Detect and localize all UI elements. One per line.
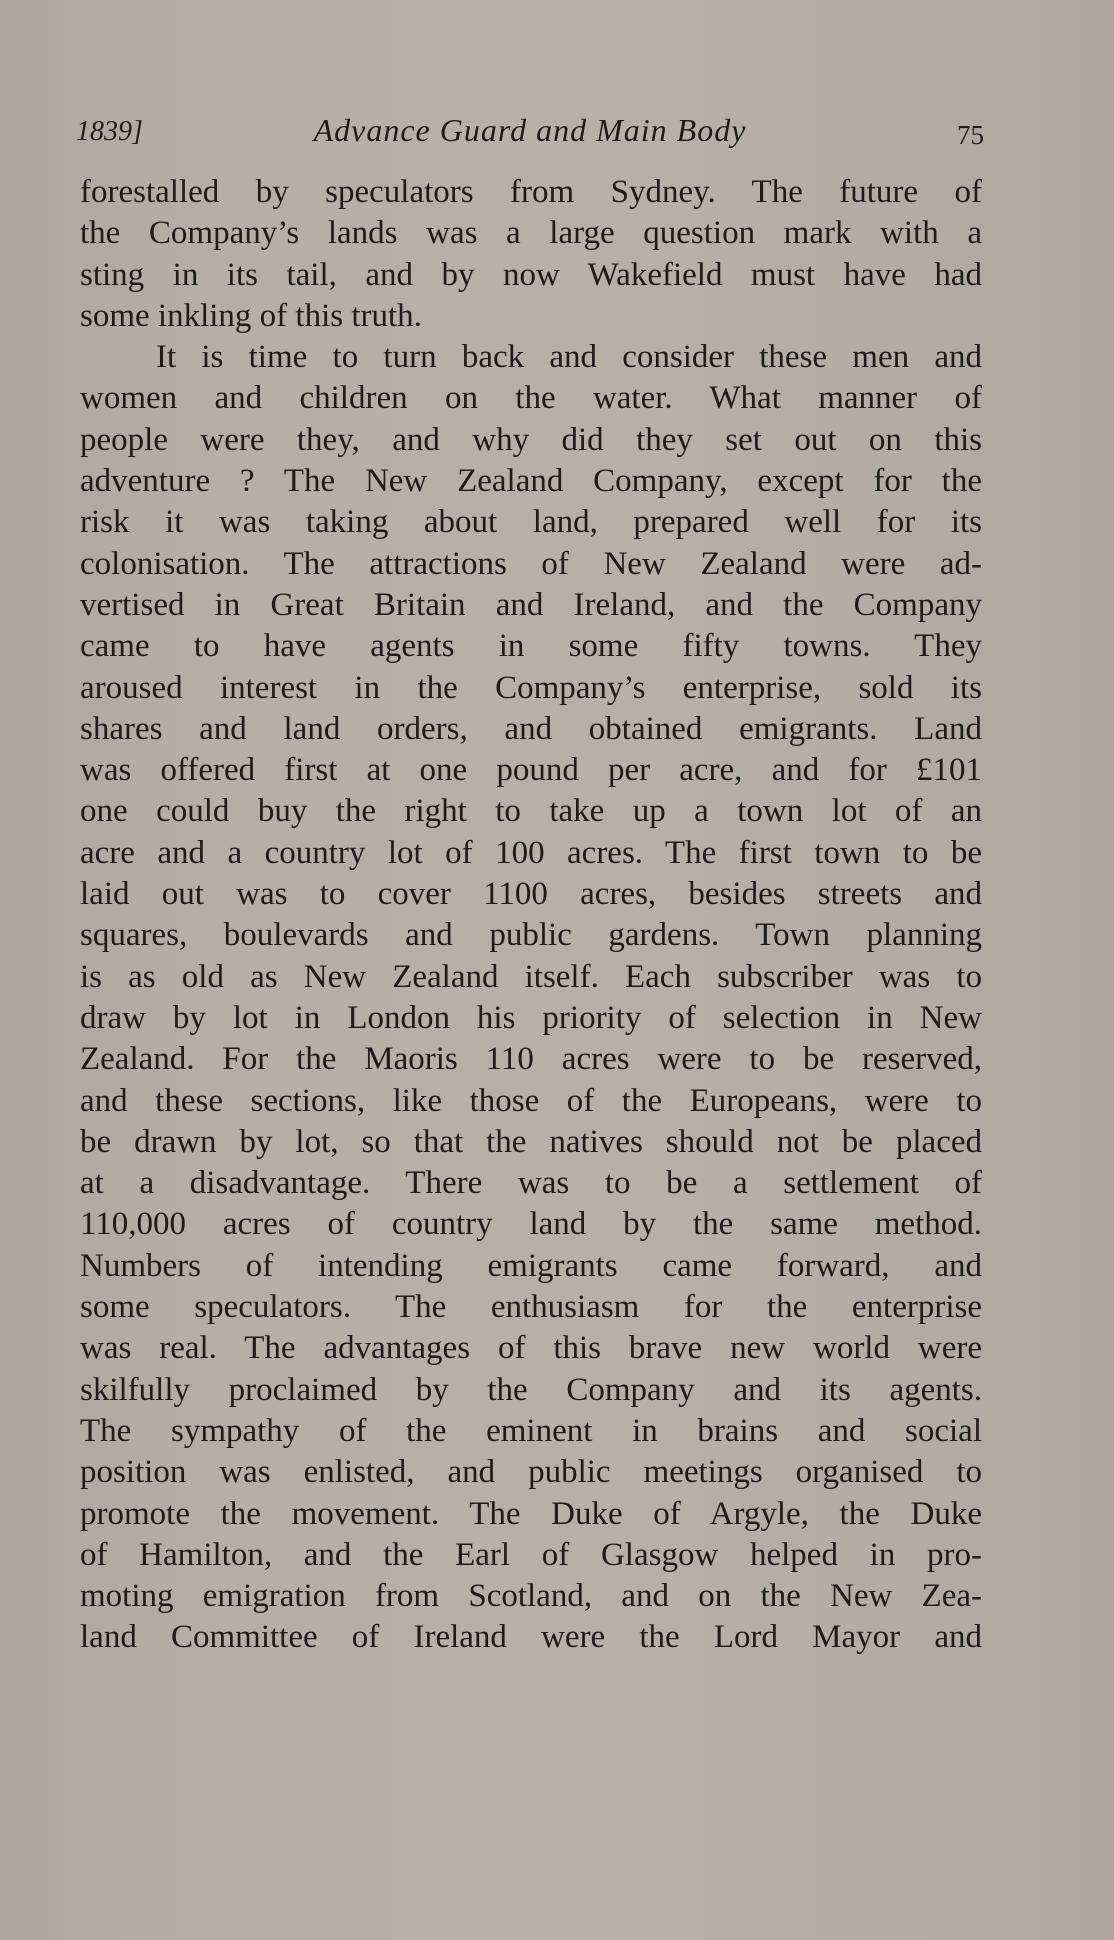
body-text (80, 172, 982, 1659)
page-number: 75 (957, 120, 984, 150)
text-line: and these sections, like those of the Europeans, were to (80, 1082, 982, 1119)
text-line: was offered first at one pound per acre, and for £101 (80, 752, 982, 789)
text-line: of Hamilton, and the Earl of Glasgow helped in pro- (80, 1536, 982, 1573)
text-line: 110,000 acres of country land by the same method. (80, 1206, 982, 1243)
text-line: forestalled by speculators from Sydney. The future of (80, 174, 982, 210)
text-line: It is time to turn back and consider these men and (156, 339, 982, 376)
text-line: colonisation. The attractions of New Zealand were ad- (80, 545, 982, 582)
text-line: came to have agents in some fifty towns. They (80, 628, 982, 665)
text-line: laid out was to cover 1100 acres, besides streets and (80, 876, 982, 913)
running-head-title: Advance Guard and Main Body (313, 112, 747, 148)
text-line: Numbers of intending emigrants came forward, and (80, 1247, 982, 1284)
text-line: at a disadvantage. There was to be a settlement of (80, 1165, 982, 1202)
text-line: vertised in Great Britain and Ireland, and the Company (80, 586, 982, 623)
running-head (76, 112, 984, 156)
text-line: draw by lot in London his priority of selection in New (80, 999, 982, 1036)
text-line: the Company’s lands was a large question mark with a (80, 215, 982, 252)
text-line: one could buy the right to take up a town lot of an (80, 793, 982, 830)
text-line: be drawn by lot, so that the natives should not be placed (80, 1123, 982, 1160)
text-line: skilfully proclaimed by the Company and its agents. (80, 1371, 982, 1408)
text-line: risk it was taking about land, prepared well for its (80, 504, 982, 541)
running-head-date: 1839] (76, 116, 143, 147)
text-line: acre and a country lot of 100 acres. The first town to be (80, 834, 982, 871)
text-line: promote the movement. The Duke of Argyle, the Duke (80, 1495, 982, 1532)
text-line: The sympathy of the eminent in brains and social (80, 1412, 982, 1449)
text-line: moting emigration from Scotland, and on the New Zea- (80, 1578, 982, 1615)
text-line: Zealand. For the Maoris 110 acres were to be reserved, (80, 1041, 982, 1078)
text-line: shares and land orders, and obtained emigrants. Land (80, 710, 982, 747)
text-line: position was enlisted, and public meetings organised to (80, 1454, 982, 1491)
text-line: women and children on the water. What manner of (80, 380, 982, 417)
text-line: land Committee of Ireland were the Lord Mayor and (80, 1619, 982, 1656)
text-line: people were they, and why did they set out on this (80, 421, 982, 458)
text-line: is as old as New Zealand itself. Each subscriber was to (80, 958, 982, 995)
text-line: adventure ? The New Zealand Company, except for the (80, 463, 982, 500)
text-line: some speculators. The enthusiasm for the enterprise (80, 1289, 982, 1326)
text-line: sting in its tail, and by now Wakefield must have had (80, 256, 982, 293)
text-line: squares, boulevards and public gardens. Town planning (80, 917, 982, 954)
text-line: aroused interest in the Company’s enterprise, sold its (80, 669, 982, 706)
text-line: some inkling of this truth. (80, 297, 422, 334)
text-line: was real. The advantages of this brave new world were (80, 1330, 982, 1367)
